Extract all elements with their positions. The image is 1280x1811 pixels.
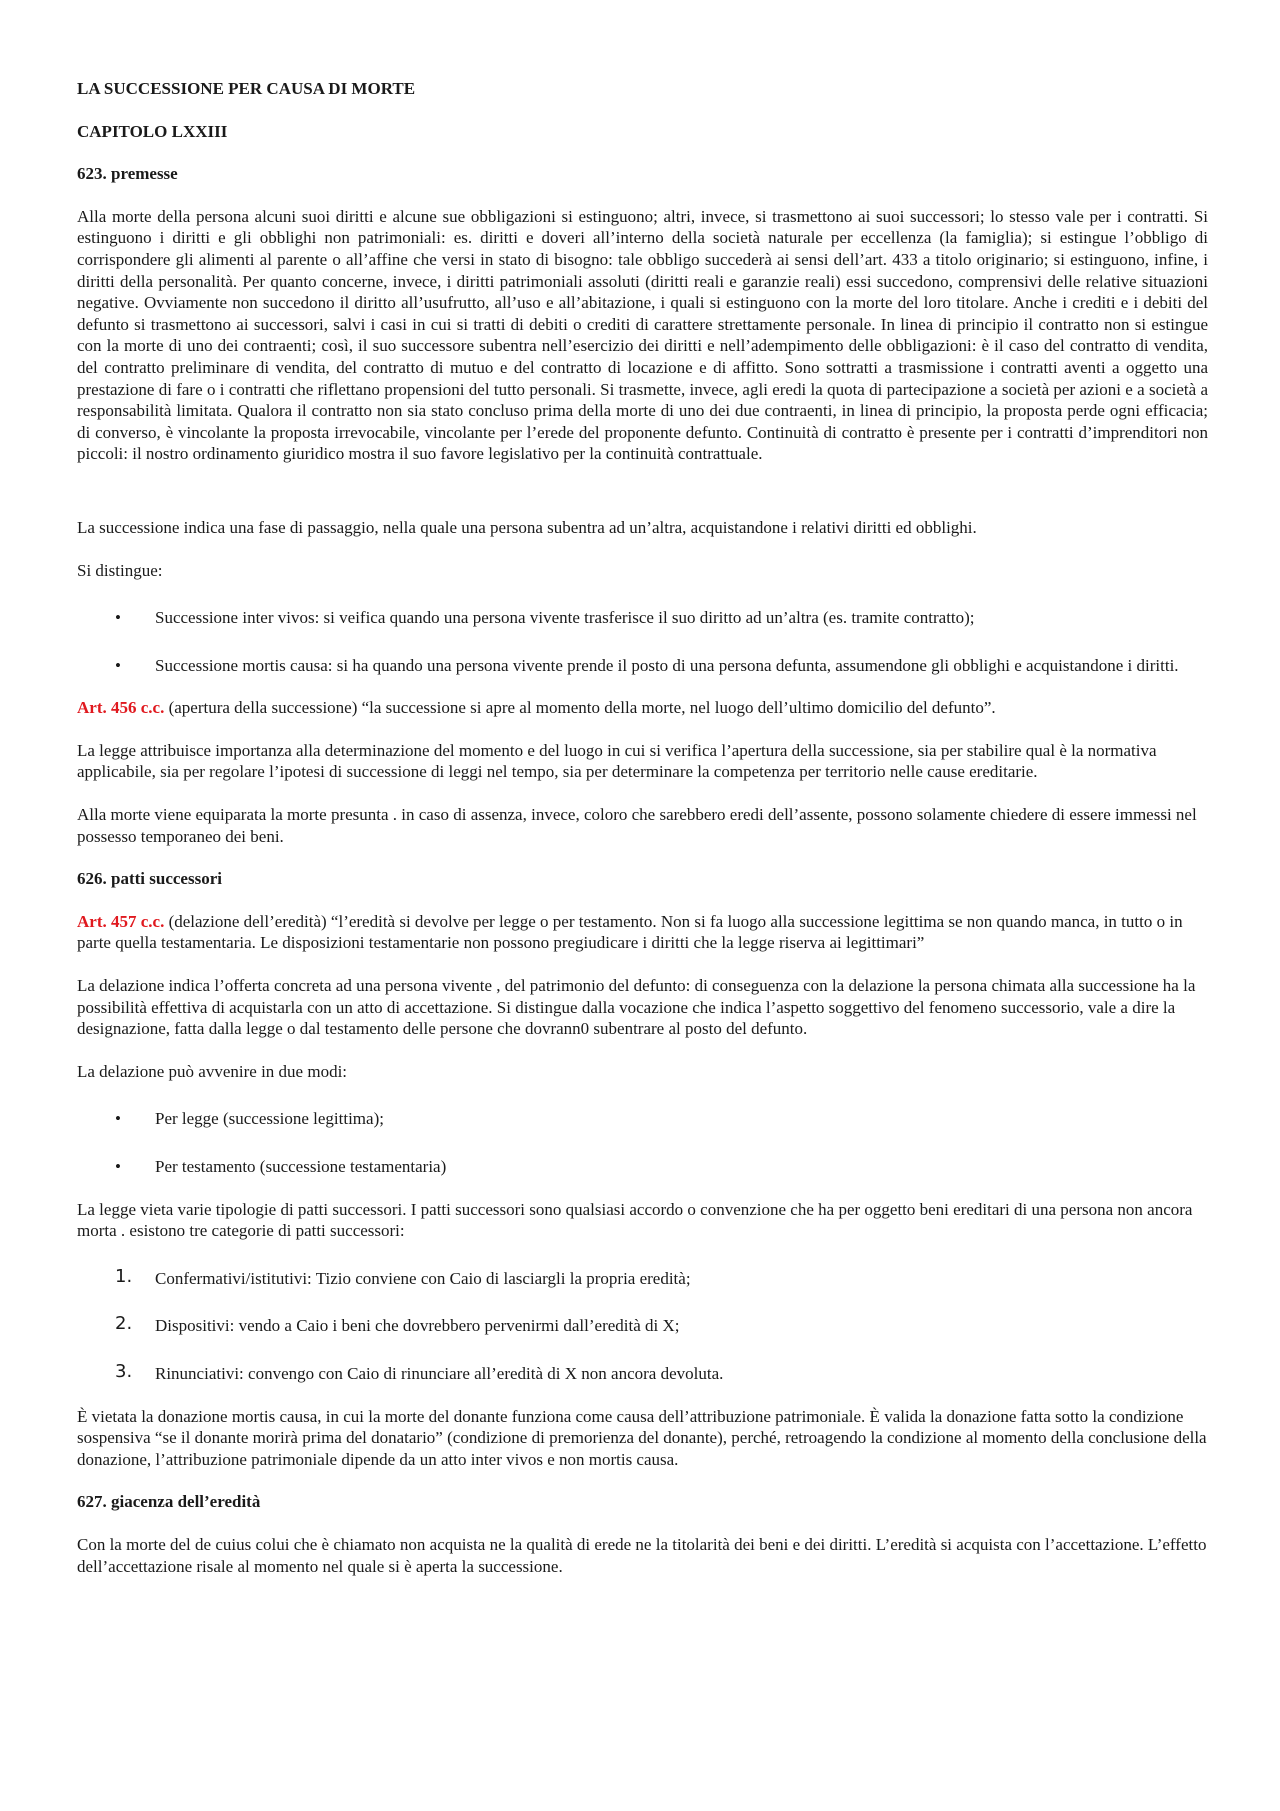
article-456-paragraph: Art. 456 c.c. (apertura della successione) “la successione si apre al momento della morte, nel luogo dell’ultimo domicilio del defunto”. <box>77 698 996 718</box>
article-reference: Art. 457 c.c. <box>77 911 165 931</box>
bullet-list <box>77 1108 1208 1177</box>
paragraph: Si distingue: <box>77 560 163 580</box>
list-item: 3. Rinunciativi: convengo con Caio di rinunciare all’eredità di X non ancora devoluta. <box>115 1360 724 1383</box>
article-457-paragraph: Art. 457 c.c. (delazione dell’eredità) “l’eredità si devolve per legge o per testamento. Non si fa luogo alla successione legittima se non quando manca, in tutto o in parte quella testamentaria. Le disposizioni testamentarie non possono pregiudicare i diritti che la legge riserva ai legittimari” <box>77 911 1183 953</box>
article-reference: Art. 456 c.c. <box>77 698 165 718</box>
chapter-heading: CAPITOLO LXXIII <box>77 121 228 141</box>
paragraph: La legge attribuisce importanza alla determinazione del momento e del luogo in cui si verifica l’apertura della successione, sia per stabilire qual è la normativa applicabile, sia per regolare l’ipotesi di successione di leggi nel tempo, sia per determinare la competenza per territorio nelle cause ereditarie. <box>77 740 1157 782</box>
paragraph: La delazione può avvenire in due modi: <box>77 1061 348 1081</box>
numbered-list <box>77 1265 1208 1385</box>
document-page <box>77 78 1208 1598</box>
paragraph: La successione indica una fase di passaggio, nella quale una persona subentra ad un’altra, acquistandone i relativi diritti ed obblighi. <box>77 517 977 537</box>
paragraph: Alla morte della persona alcuni suoi diritti e alcune sue obbligazioni si estinguono; altri, invece, si trasmettono ai suoi successori; lo stesso vale per i contratti. Si estinguono i diritti e gli obblighi non patrimoniali: es. diritti e doveri all’interno della società naturale per eccellenza (la famiglia); si estingue l’obbligo di corrispondere gli alimenti al parente o all’affine che versi in stato di bisogno: tale obbligo succederà ai sensi dell’art. 433 a titolo originario; si estinguono, infine, i diritti della personalità. Per quanto concerne, invece, i diritti patrimoniali assoluti (diritti reali e garanzie reali) essi succedono, comprensivi delle relative situazioni negative. Ovviamente non succedono il diritto all’usufrutto, all’uso e all’abitazione, i quali si estinguono con la morte del loro titolare. Anche i crediti e i debiti del defunto si trasmettono ai successori, salvi i casi in cui si tratti di debiti o crediti di carattere strettamente personale. In linea di principio il contratto non si estingue con la morte di uno dei contraenti; così, il suo successore subentra nell’esercizio dei diritti e nell’adempimento delle obbligazioni: è il caso del contratto di vendita, del contratto preliminare di vendita, del contratto di mutuo e del contratto di locazione e di affitto. Sono sottratti a trasmissione i contratti aventi a oggetto una prestazione di fare o i contratti che riflettano propensioni del tutto personali. Si trasmette, invece, agli eredi la quota di partecipazione a società per azioni e a società a responsabilità limitata. Qualora il contratto non sia stato concluso prima della morte di uno dei due contraenti, in linea di principio, la proposta perde ogni efficacia; di converso, è vincolante la proposta irrevocabile, vincolante per l’erede del proponente defunto. Continuità di contratto è presente per i contratti d’imprenditori non piccoli: il nostro ordinamento giuridico mostra il suo favore legislativo per la continuità contrattuale. <box>77 206 1208 464</box>
list-item: 1. Confermativi/istitutivi: Tizio conviene con Caio di lasciargli la propria eredità; <box>115 1265 691 1288</box>
section-heading-627: 627. giacenza dell’eredità <box>77 1492 261 1512</box>
bullet-icon: • <box>115 1157 121 1176</box>
list-item: 2. Dispositivi: vendo a Caio i beni che dovrebbero pervenirmi dall’eredità di X; <box>115 1313 680 1336</box>
paragraph: È vietata la donazione mortis causa, in cui la morte del donante funziona come causa dell’attribuzione patrimoniale. È valida la donazione fatta sotto la condizione sospensiva “se il donante morirà prima del donatario” (condizione di premorienza del donante), perché, retroagendo la condizione al momento della conclusione della donazione, l’attribuzione patrimoniale dipende da un atto inter vivos e non mortis causa. <box>77 1406 1207 1469</box>
list-number: 2. <box>115 1313 133 1335</box>
section-heading-623: 623. premesse <box>77 164 178 184</box>
list-number: 3. <box>115 1360 133 1382</box>
list-item: • Per legge (successione legittima); <box>115 1109 384 1129</box>
list-number: 1. <box>115 1265 133 1287</box>
bullet-list <box>77 607 1208 676</box>
list-item: • Per testamento (successione testamentaria) <box>115 1157 447 1176</box>
paragraph: La legge vieta varie tipologie di patti successori. I patti successori sono qualsiasi accordo o convenzione che ha per oggetto beni ereditari di una persona non ancora morta . esistono tre categorie di patti successori: <box>77 1199 1193 1241</box>
list-item: • Successione inter vivos: si veifica quando una persona vivente trasferisce il suo diritto ad un’altra (es. tramite contratto); <box>115 608 975 628</box>
section-heading-626: 626. patti successori <box>77 869 222 889</box>
paragraph: Con la morte del de cuius colui che è chiamato non acquista ne la qualità di erede ne la titolarità dei beni e dei diritti. L’eredità si acquista con l’accettazione. L’effetto dell’accettazione risale al momento nel quale si è aperta la successione. <box>77 1534 1207 1576</box>
bullet-icon: • <box>115 655 121 675</box>
list-item: • Successione mortis causa: si ha quando una persona vivente prende il posto di una persona defunta, assumendone gli obblighi e acquistandone i diritti. <box>115 655 1179 675</box>
paragraph: Alla morte viene equiparata la morte presunta . in caso di assenza, invece, coloro che sarebbero eredi dell’assente, possono solamente chiedere di essere immessi nel possesso temporaneo dei beni. <box>77 805 1197 846</box>
bullet-icon: • <box>115 608 121 628</box>
bullet-icon: • <box>115 1109 121 1129</box>
paragraph: La delazione indica l’offerta concreta ad una persona vivente , del patrimonio del defunto: di conseguenza con la delazione la persona chimata alla successione ha la possibilità effettiva di acquistarla con un atto di accettazione. Si distingue dalla vocazione che indica l’aspetto soggettivo del fenomeno successorio, vale a dire la designazione, fatta dalla legge o dal testamento delle persone che dovrann0 subentrare al posto del defunto. <box>77 976 1196 1039</box>
document-title: LA SUCCESSIONE PER CAUSA DI MORTE <box>77 79 416 98</box>
